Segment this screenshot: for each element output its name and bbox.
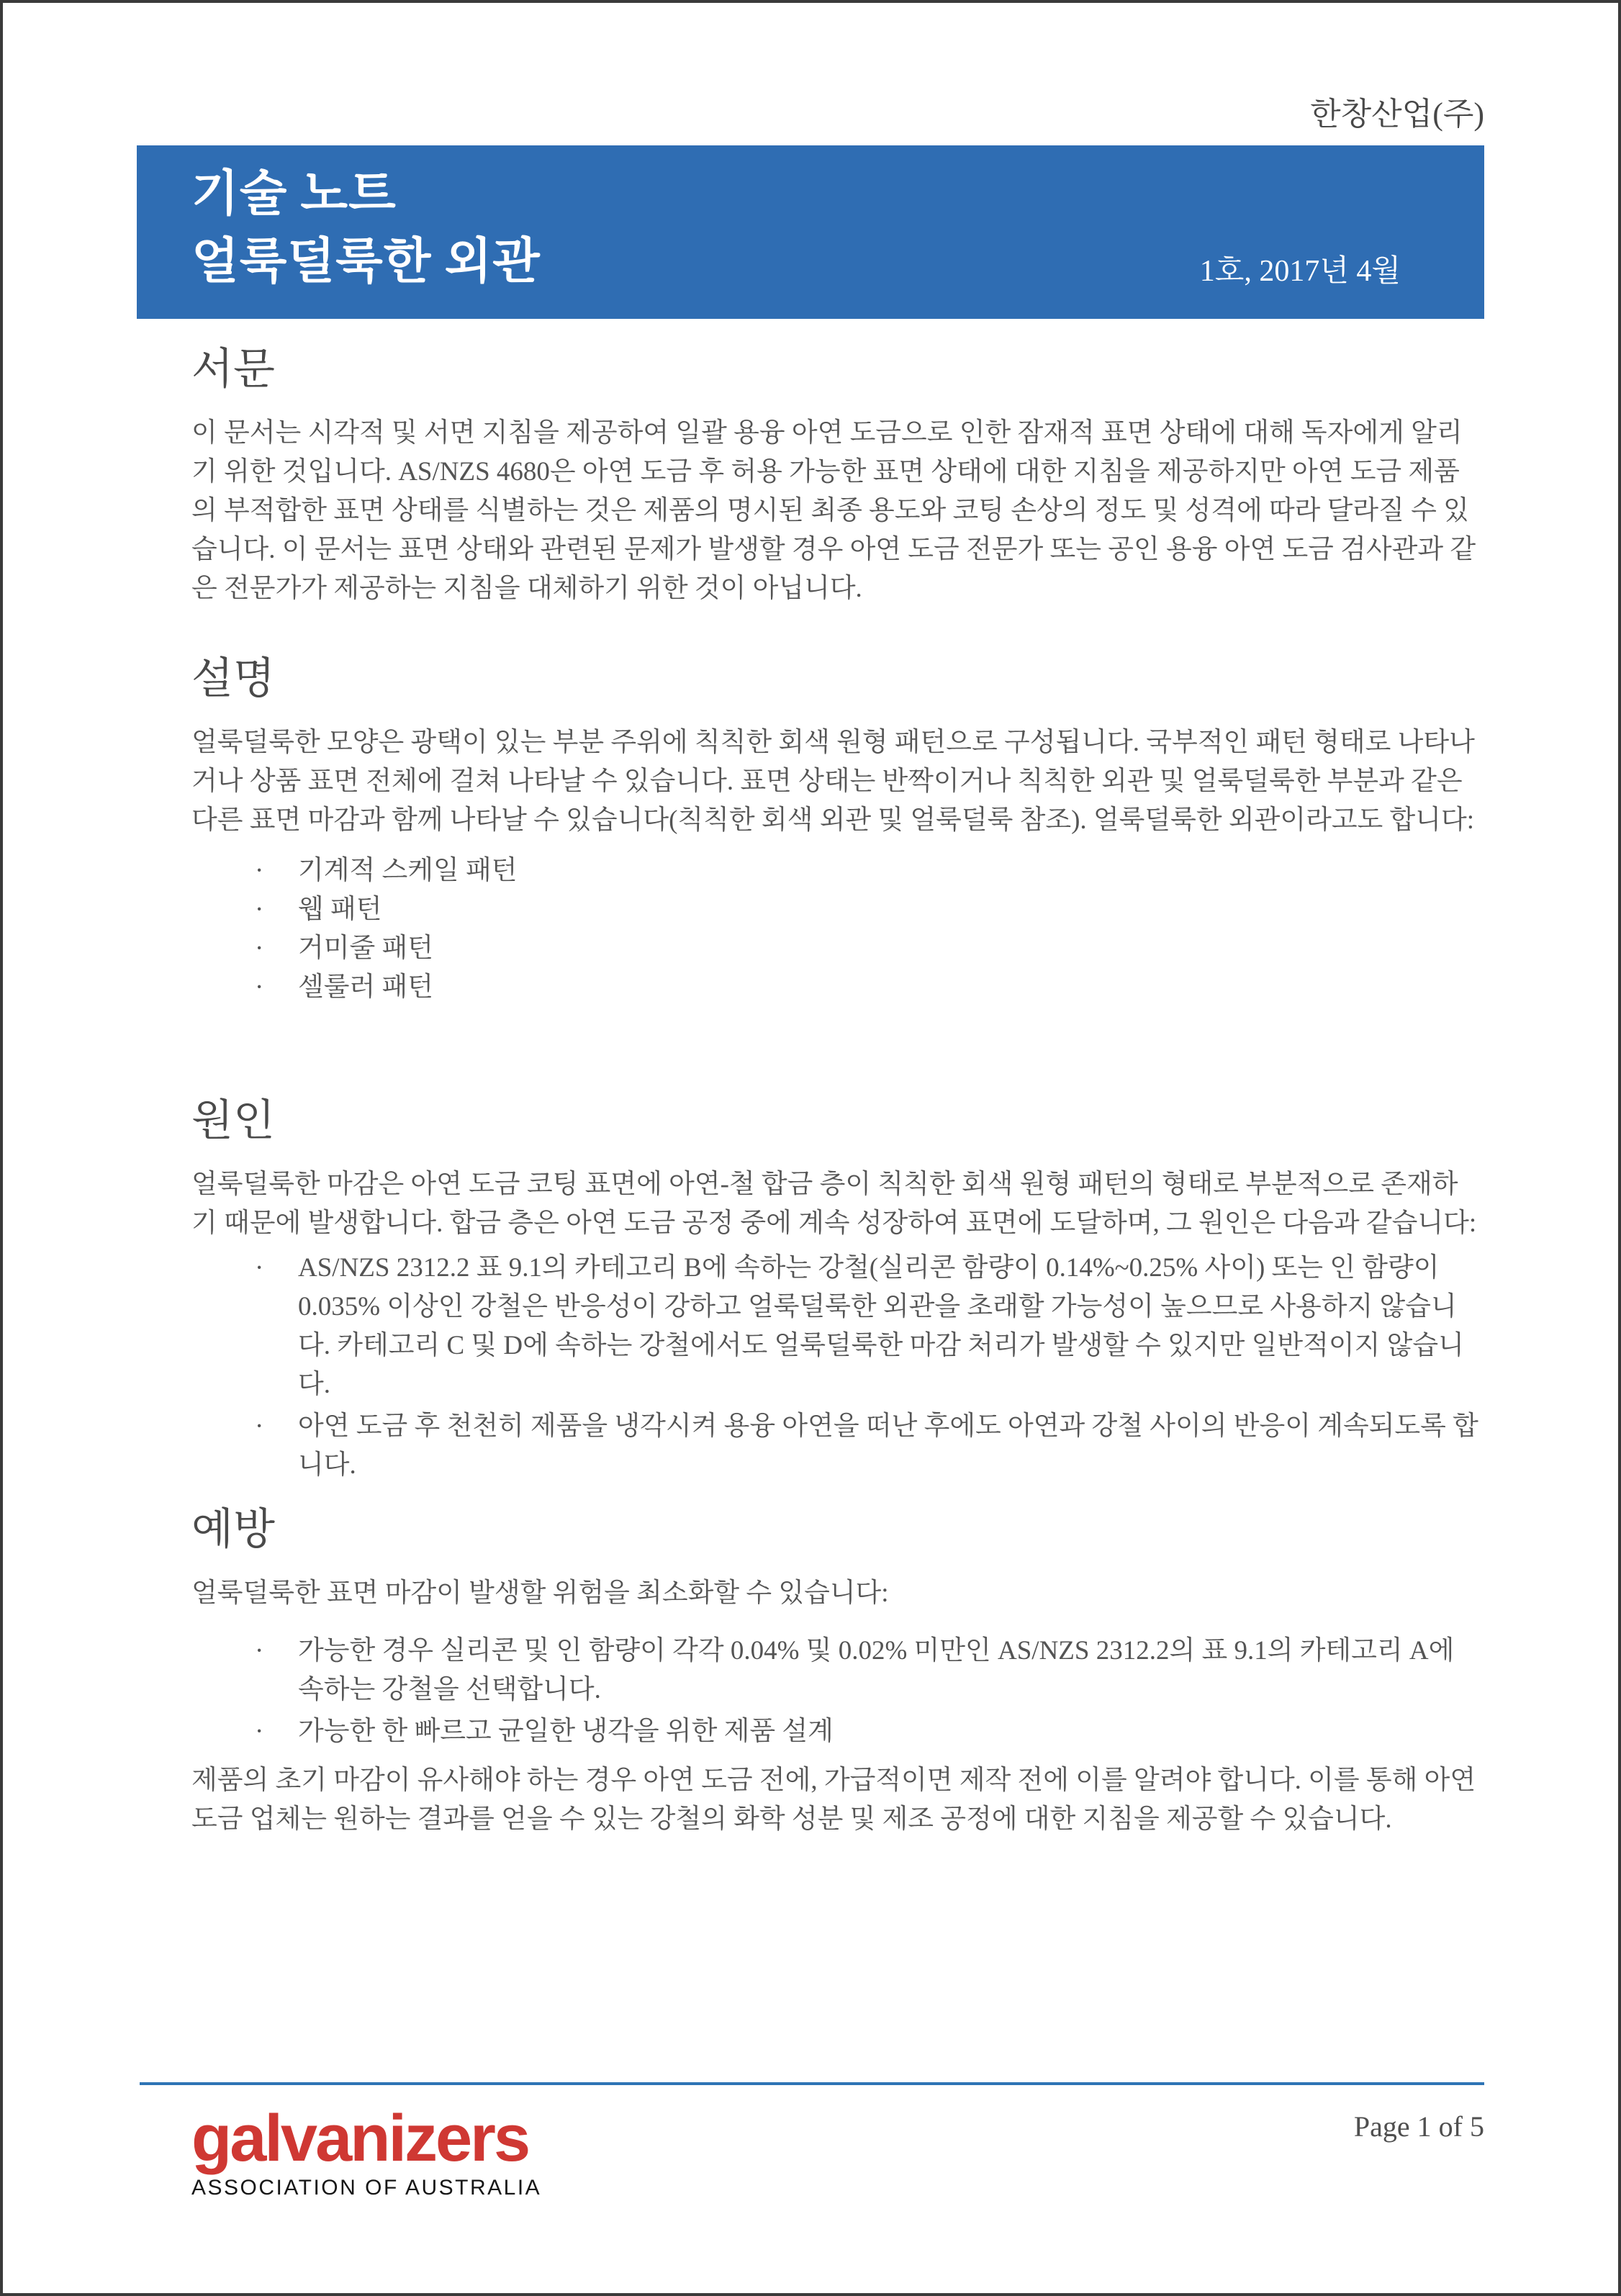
bullet-icon: · [255,1636,264,1665]
bullet-icon: · [255,856,264,885]
cause-paragraph: 얼룩덜룩한 마감은 아연 도금 코팅 표면에 아연-철 합금 층이 칙칙한 회색 원형 패턴의 형태로 부분적으로 존재하기 때문에 발생합니다. 합금 층은 아연 도금 공정 중에 계속 성장하여 표면에 도달하며, 그 원인은 다음과 같습니다: [191,1170,1477,1238]
intro-paragraph: 이 문서는 시각적 및 서면 지침을 제공하여 일괄 용융 아연 도금으로 인한 잠재적 표면 상태에 대해 독자에게 알리기 위한 것입니다. AS/NZS 4680은 아연 도금 후 허용 가능한 표면 상태에 대한 지침을 제공하지만 아연 도금 제품의 부적합한 표면 상태를 식별하는 것은 제품의 명시된 최종 용도와 코팅 손상의 정도 및 성격에 따라 달라질 수 있습니다. 이 문서는 표면 상태와 관련된 문제가 발생할 경우 아연 도금 전문가 또는 공인 용융 아연 도금 검사관과 같은 전문가가 제공하는 지침을 대체하기 위한 것이 아닙니다. [191,418,1476,603]
page-number: Page 1 of 5 [1353,2110,1484,2143]
bullet-icon: · [255,1411,264,1441]
list-item [191,1632,1484,1709]
list-item [191,1249,1484,1404]
galvanizers-logo [191,2102,542,2200]
prevention-bullet-list [191,1632,1484,1751]
description-paragraph: 얼룩덜룩한 모양은 광택이 있는 부분 주위에 칙칙한 회색 원형 패턴으로 구성됩니다. 국부적인 패턴 형태로 나타나거나 상품 표면 전체에 걸쳐 나타날 수 있습니다. 표면 상태는 반짝이거나 칙칙한 외관 및 얼룩덜룩한 부분과 같은 다른 표면 마감과 함께 나타날 수 있습니다(칙칙한 회색 외관 및 얼룩덜룩 참조). 얼룩덜룩한 외관이라고도 합니다: [191,728,1475,835]
section-heading-cause: 원인 [191,1097,275,1144]
prevention-paragraph: 얼룩덜룩한 표면 마감이 발생할 위험을 최소화할 수 있습니다: [191,1578,889,1608]
bullet-icon: · [255,1717,264,1746]
company-name: 한창산업(주) [1310,96,1484,132]
list-item [191,851,1484,890]
bullet-icon: · [255,972,264,1002]
logo-subtitle: ASSOCIATION OF AUSTRALIA [191,2176,542,2200]
bullet-icon: · [255,934,264,963]
list-item [191,968,1484,1007]
section-heading-description: 설명 [191,655,275,702]
section-heading-prevention: 예방 [191,1506,275,1553]
list-item [191,890,1484,929]
cause-bullet-list [191,1249,1484,1485]
list-item [191,1407,1484,1485]
closing-paragraph: 제품의 초기 마감이 유사해야 하는 경우 아연 도금 전에, 가급적이면 제작 전에 이를 알려야 합니다. 이를 통해 아연 도금 업체는 원하는 결과를 얻을 수 있는 강철의 화학 성분 및 제조 공정에 대한 지침을 제공할 수 있습니다. [191,1766,1476,1834]
bullet-icon: · [255,895,264,924]
doc-title-line2: 얼룩덜룩한 외관 [191,234,541,289]
list-item-label: AS/NZS 2312.2 표 9.1의 카테고리 B에 속하는 강철(실리콘 함량이 0.14%~0.25% 사이) 또는 인 함량이 0.035% 이상인 강철은 반응성이 강하고 얼룩덜룩한 외관을 초래할 가능성이 높으므로 사용하지 않습니다. 카테고리 C 및 D에 속하는 강철에서도 얼룩덜룩한 마감 처리가 발생할 수 있지만 일반적이지 않습니다. [298,1253,1464,1399]
list-item-label: 아연 도금 후 천천히 제품을 냉각시켜 용융 아연을 떠난 후에도 아연과 강철 사이의 반응이 계속되도록 합니다. [298,1411,1478,1480]
list-item-label: 셀룰러 패턴 [298,972,433,1002]
bullet-icon: · [255,1253,264,1283]
description-bullet-list [191,851,1484,1007]
list-item [191,1712,1484,1751]
list-item-label: 웹 패턴 [298,895,382,924]
document-body [191,343,1484,1839]
section-heading-intro: 서문 [191,345,275,393]
page-footer [140,2082,1484,2200]
issue-date: 1호, 2017년 4월 [1199,255,1401,288]
doc-title-line1: 기술 노트 [191,166,397,221]
list-item-label: 거미줄 패턴 [298,934,433,963]
title-banner [137,145,1484,319]
list-item-label: 가능한 한 빠르고 균일한 냉각을 위한 제품 설계 [298,1717,834,1746]
list-item [191,929,1484,968]
list-item-label: 기계적 스케일 패턴 [298,856,518,885]
logo-wordmark: galvanizers [191,2102,529,2175]
list-item-label: 가능한 경우 실리콘 및 인 함량이 각각 0.04% 및 0.02% 미만인 AS/NZS 2312.2의 표 9.1의 카테고리 A에 속하는 강철을 선택합니다. [298,1636,1455,1704]
